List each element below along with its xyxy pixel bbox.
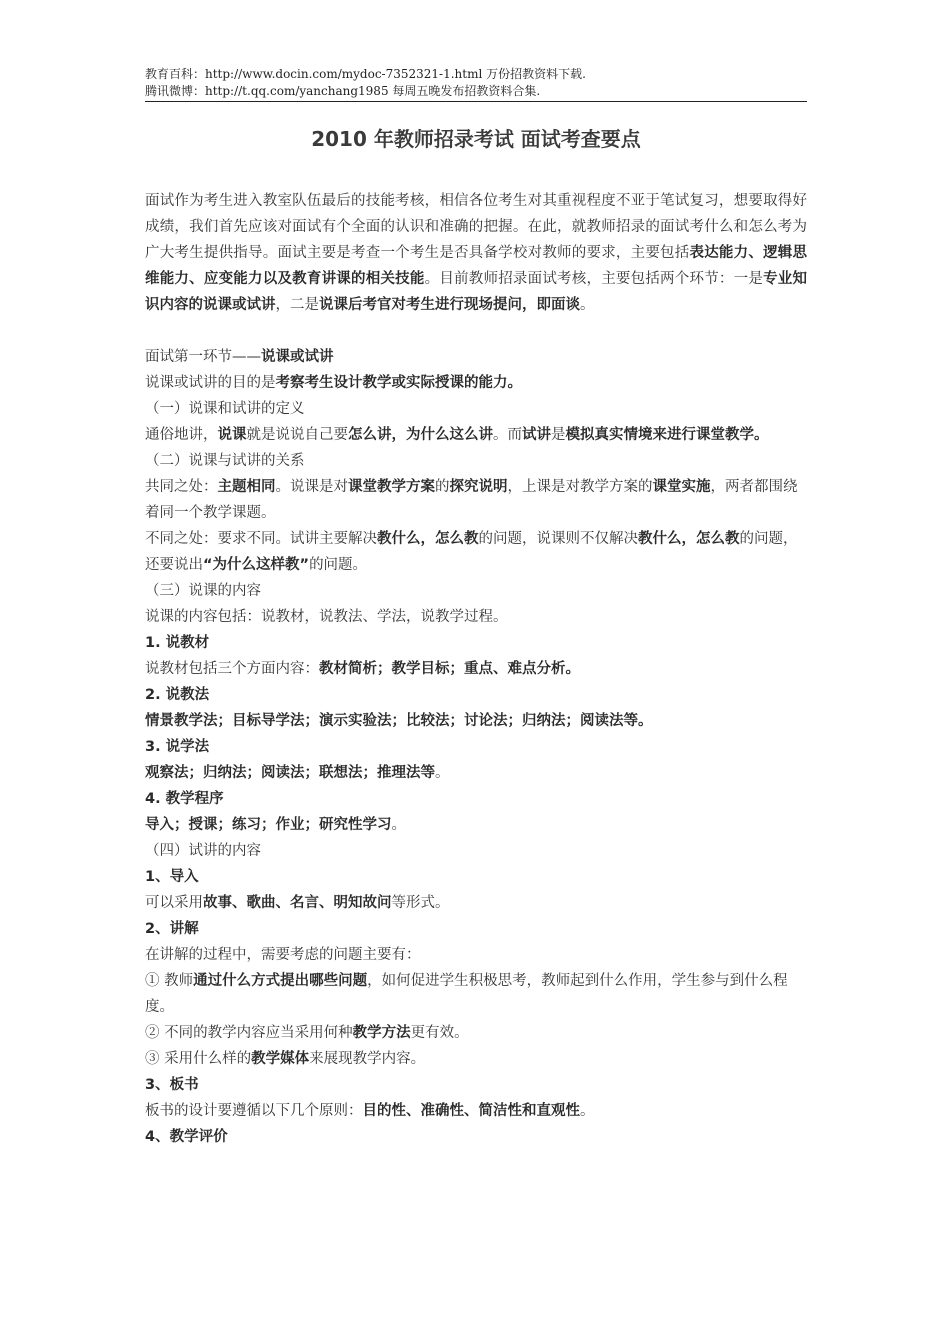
same-text-5: ，两者都围绕着同一个教学课题。 — [145, 479, 798, 521]
same-text-4: ，上课是对教学方案的 — [507, 479, 653, 495]
learning-method-line — [145, 760, 807, 786]
intro-bold-2: 专业知识内容的说课或试讲 — [145, 271, 808, 313]
consideration-2-text-1: ② 不同的教学内容应当采用何种 — [145, 1025, 353, 1041]
textbook-line — [145, 656, 807, 682]
textbook-bold: 教材简析；教学目标；重点、难点分析。 — [319, 661, 580, 677]
teaching-procedure-text: 。 — [391, 817, 406, 833]
heading-teaching-method: 2. 说教法 — [145, 687, 210, 703]
diff-text-2: 的问题，说课则不仅解决 — [478, 531, 638, 547]
document-body — [145, 188, 807, 1150]
introduction-line — [145, 890, 807, 916]
textbook-text: 说教材包括三个方面内容： — [145, 661, 319, 677]
consideration-2 — [145, 1020, 807, 1046]
def-bold-4: 模拟真实情境来进行课堂教学。 — [565, 427, 769, 443]
consideration-3-text-1: ③ 采用什么样的 — [145, 1051, 252, 1067]
content-line: 说课的内容包括：说教材，说教法、学法，说教学过程。 — [145, 609, 508, 625]
consideration-1-bold: 通过什么方式提出哪些问题 — [193, 973, 368, 989]
blackboard-text-2: 。 — [580, 1103, 595, 1119]
diff-bold-1: 教什么，怎么教 — [377, 531, 479, 547]
diff-text-1: 不同之处：要求不同。试讲主要解决 — [145, 531, 377, 547]
purpose-line — [145, 370, 807, 396]
same-text-2: 。说课是对 — [275, 479, 348, 495]
teaching-procedure-line — [145, 812, 807, 838]
diff-bold-3: “为什么这样教” — [203, 557, 310, 573]
learning-method-text: 。 — [435, 765, 450, 781]
same-text-3: 的 — [435, 479, 450, 495]
heading-introduction: 1、导入 — [145, 869, 199, 885]
definition-paragraph — [145, 422, 807, 448]
def-text-1: 通俗地讲， — [145, 427, 218, 443]
subsection-lecture-content: （三）说课的内容 — [145, 583, 261, 599]
header-line-weibo: 腾讯微博：http://t.qq.com/yanchang1985 每周五晚发布招教资料合集. — [145, 84, 541, 98]
heading-teaching-evaluation: 4、教学评价 — [145, 1129, 228, 1145]
intro-text-4: 。 — [580, 297, 595, 313]
def-bold-2: 怎么讲，为什么这么讲 — [348, 427, 493, 443]
consideration-3-bold: 教学媒体 — [251, 1051, 310, 1067]
consideration-3-text-2: 来展现教学内容。 — [309, 1051, 426, 1067]
introduction-bold: 故事、歌曲、名言、明知故问 — [203, 895, 392, 911]
same-text-1: 共同之处： — [145, 479, 218, 495]
intro-bold-3: 说课后考官对考生进行现场提问，即面谈 — [319, 297, 580, 313]
paragraph-gap — [145, 318, 807, 344]
def-text-2: 就是说说自己要 — [246, 427, 348, 443]
subsection-trial-content: （四）试讲的内容 — [145, 843, 261, 859]
heading-blackboard: 3、板书 — [145, 1077, 199, 1093]
intro-text-1: 面试作为考生进入教室队伍最后的技能考核，相信各位考生对其重视程度不亚于笔试复习，想要取得好成绩，我们首先应该对面试有个全面的认识和准确的把握。在此，就教师招录的面试考什么和怎么考为广大考生提供指导。面试主要是考查一个考生是否具备学校对教师的要求，主要包括 — [145, 193, 807, 261]
blackboard-line — [145, 1098, 807, 1124]
same-bold-4: 课堂实施 — [652, 479, 711, 495]
teaching-method-line — [145, 708, 807, 734]
subsection-relationship: （二）说课与试讲的关系 — [145, 453, 305, 469]
purpose-text: 说课或试讲的目的是 — [145, 375, 276, 391]
page-title: 2010 年教师招录考试 面试考查要点 — [311, 127, 641, 151]
consideration-1-text-2: ，如何促进学生积极思考，教师起到什么作用，学生参与到什么程度。 — [145, 973, 788, 1015]
def-bold-3: 试讲 — [522, 427, 551, 443]
page-header — [145, 66, 807, 100]
def-text-4: 是 — [551, 427, 566, 443]
heading-textbook: 1. 说教材 — [145, 635, 210, 651]
diff-text-3: 的问题，还要说出 — [145, 531, 798, 573]
blackboard-text-1: 板书的设计要遵循以下几个原则： — [145, 1103, 363, 1119]
intro-text-3: ，二是 — [275, 297, 319, 313]
learning-method-bold: 观察法；归纳法；阅读法；联想法；推理法等 — [145, 765, 435, 781]
same-bold-2: 课堂教学方案 — [348, 479, 435, 495]
same-bold-3: 探究说明 — [449, 479, 508, 495]
explanation-line: 在讲解的过程中，需要考虑的问题主要有： — [145, 947, 421, 963]
teaching-method-bold: 情景教学法；目标导学法；演示实验法；比较法；讨论法；归纳法；阅读法等。 — [145, 713, 653, 729]
def-bold-1: 说课 — [217, 427, 247, 443]
diff-bold-2: 教什么，怎么教 — [638, 531, 740, 547]
heading-teaching-procedure: 4. 教学程序 — [145, 791, 224, 807]
purpose-bold: 考察考生设计教学或实际授课的能力。 — [275, 375, 522, 391]
intro-paragraph — [145, 188, 807, 318]
consideration-2-text-2: 更有效。 — [410, 1025, 469, 1041]
header-divider — [145, 101, 807, 102]
diff-text-4: 的问题。 — [309, 557, 368, 573]
consideration-2-bold: 教学方法 — [352, 1025, 411, 1041]
consideration-3 — [145, 1046, 807, 1072]
introduction-text-2: 等形式。 — [391, 895, 450, 911]
section-first-text: 面试第一环节—— — [145, 349, 261, 365]
heading-learning-method: 3. 说学法 — [145, 739, 210, 755]
similarity-paragraph — [145, 474, 807, 526]
consideration-1-text-1: ① 教师 — [145, 973, 194, 989]
difference-paragraph — [145, 526, 807, 578]
introduction-text-1: 可以采用 — [145, 895, 203, 911]
section-first-bold: 说课或试讲 — [261, 349, 334, 365]
intro-bold-1: 表达能力、逻辑思维能力、应变能力以及教育讲课的相关技能 — [145, 245, 808, 287]
same-bold-1: 主题相同 — [217, 479, 276, 495]
intro-text-2: 。目前教师招录面试考核，主要包括两个环节：一是 — [424, 271, 764, 287]
subsection-definition: （一）说课和试讲的定义 — [145, 401, 305, 417]
consideration-1 — [145, 968, 807, 1020]
def-text-3: 。而 — [493, 427, 522, 443]
header-line-docin: 教育百科：http://www.docin.com/mydoc-7352321-1.html 万份招教资料下载. — [145, 67, 586, 81]
teaching-procedure-bold: 导入；授课；练习；作业；研究性学习 — [145, 817, 392, 833]
section-first-stage — [145, 344, 807, 370]
blackboard-bold: 目的性、准确性、简洁性和直观性 — [362, 1103, 580, 1119]
heading-explanation: 2、讲解 — [145, 921, 199, 937]
